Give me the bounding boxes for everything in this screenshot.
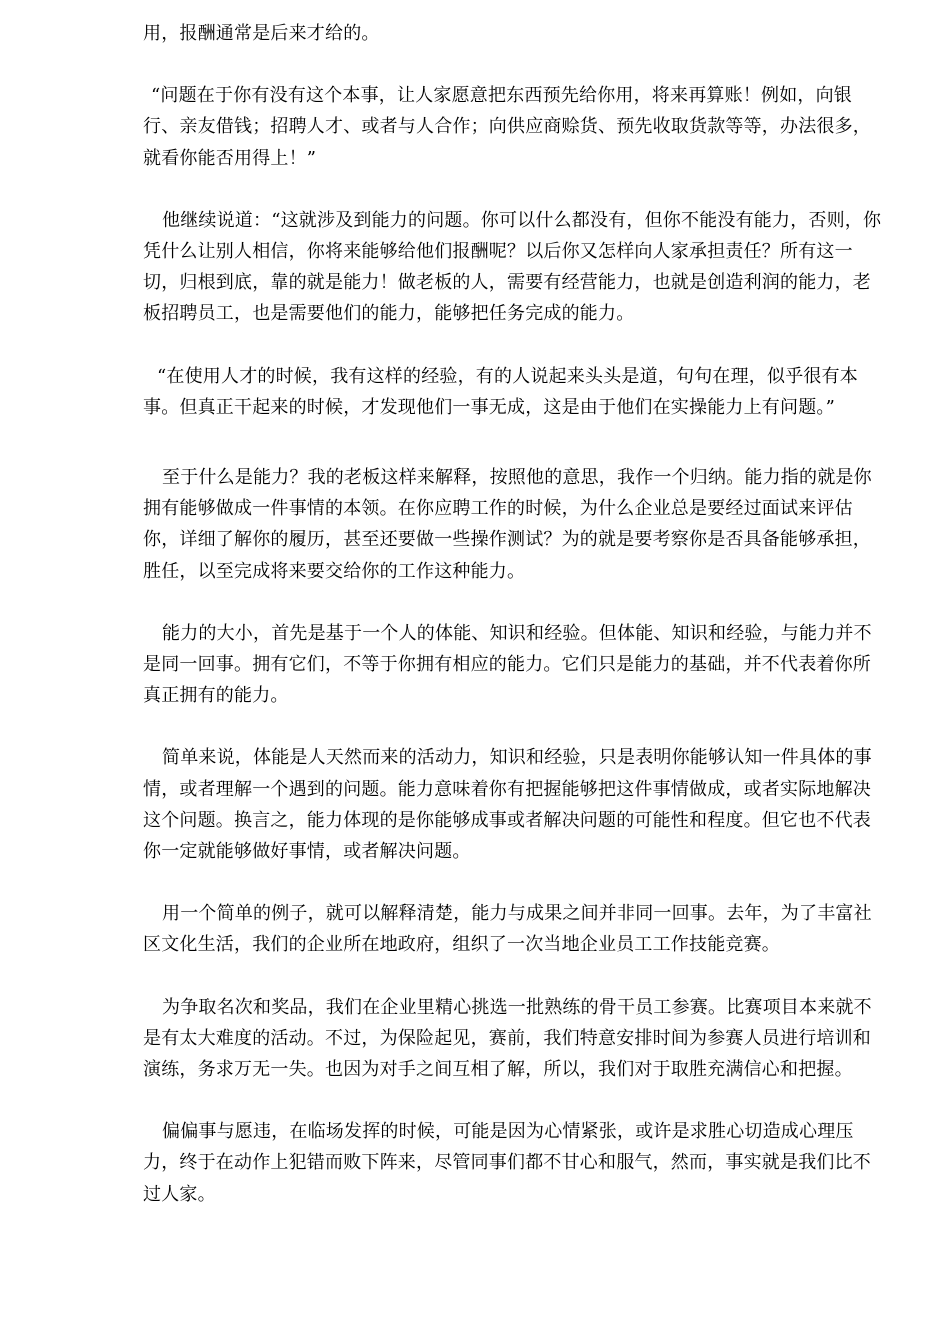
paragraph-3: 他继续说道：“这就涉及到能力的问题。你可以什么都没有，但你不能没有能力，否则，你凭什么让别人相信，你将来能够给他们报酬呢？以后你又怎样向人家承担责任？所有这一切，归根到底，靠的就是能力！做老板的人，需要有经营能力，也就是创造利润的能力，老板招聘员工，也是需要他们的能力，能够把任务完成的能力。	[143, 209, 882, 325]
paragraph-6: 能力的大小，首先是基于一个人的体能、知识和经验。但体能、知识和经验，与能力并不是同一回事。拥有它们，不等于你拥有相应的能力。它们只是能力的基础，并不代表着你所真正拥有的能力。	[143, 622, 872, 707]
paragraph-8: 用一个简单的例子，就可以解释清楚，能力与成果之间并非同一回事。去年，为了丰富社区文化生活，我们的企业所在地政府，组织了一次当地企业员工工作技能竞赛。	[143, 903, 872, 956]
paragraph-9: 为争取名次和奖品，我们在企业里精心挑选一批熟练的骨干员工参赛。比赛项目本来就不是有太大难度的活动。不过，为保险起见，赛前，我们特意安排时间为参赛人员进行培训和演练，务求万无一失。也因为对手之间互相了解，所以，我们对于取胜充满信心和把握。	[143, 996, 872, 1081]
paragraph-10: 偏偏事与愿违，在临场发挥的时候，可能是因为心情紧张，或许是求胜心切造成心理压力，终于在动作上犯错而败下阵来，尽管同事们都不甘心和服气，然而，事实就是我们比不过人家。	[143, 1121, 871, 1205]
paragraph-2: “问题在于你有没有这个本事，让人家愿意把东西预先给你用，将来再算账！例如，向银行、亲友借钱；招聘人才、或者与人合作；向供应商赊货、预先收取货款等等，办法很多，就看你能否用得上！”	[143, 85, 871, 169]
paragraph-1: 用，报酬通常是后来才给的。	[143, 23, 380, 44]
body-text	[143, 18, 883, 1241]
paragraph-4: “在使用人才的时候，我有这样的经验，有的人说起来头头是道，句句在理，似乎很有本事。但真正干起来的时候，才发现他们一事无成，这是由于他们在实操能力上有问题。”	[143, 365, 858, 418]
paragraph-5: 至于什么是能力？我的老板这样来解释，按照他的意思，我作一个归纳。能力指的就是你拥有能够做成一件事情的本领。在你应聘工作的时候，为什么企业总是要经过面试来评估你，详细了解你的履历，甚至还要做一些操作测试？为的就是要考察你是否具备能够承担，胜任，以至完成将来要交给你的工作这种能力。	[143, 467, 872, 582]
paragraph-7: 简单来说，体能是人天然而来的活动力，知识和经验，只是表明你能够认知一件具体的事情，或者理解一个遇到的问题。能力意味着你有把握能够把这件事情做成，或者实际地解决这个问题。换言之，能力体现的是你能够成事或者解决问题的可能性和程度。但它也不代表你一定就能够做好事情，或者解决问题。	[143, 747, 872, 863]
